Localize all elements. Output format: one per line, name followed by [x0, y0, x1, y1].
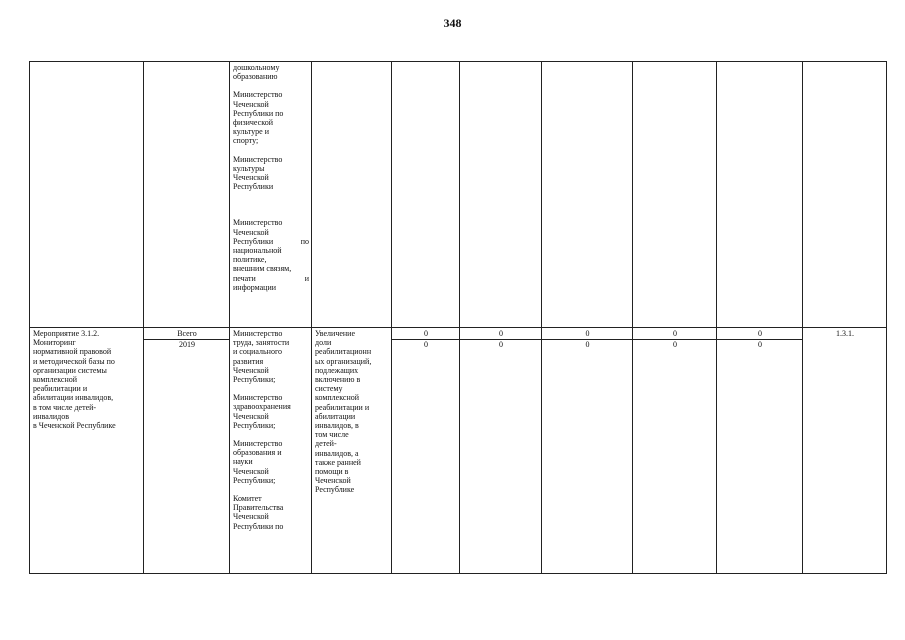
executor-justified-line [233, 237, 309, 246]
value-cell [460, 62, 542, 328]
result-text: Увеличение доли реабилитационн ых организаций, подлежащих включению в систему комплексной реабилитации и абилитации инвалидов, в том числе детей- инвалидов, а также ранней помощи в Чеченской Республике [315, 329, 372, 495]
value-cell [542, 328, 633, 574]
period-cell [144, 328, 230, 574]
indicator-cell [803, 328, 887, 574]
executor-text: национальной политике, внешним связям, [233, 246, 292, 274]
executors-cell [230, 62, 312, 328]
executor-text: Министерство образования и науки Чеченской Республики; [233, 439, 283, 485]
event-title: Мероприятие 3.1.2. Мониторинг нормативной правовой и методической базы по организации системы комплексной реабилитации и абилитации инвалидов, в том числе детей- инвалидов в Чеченской Республике [33, 329, 116, 431]
executor-text: Министерство культуры Чеченской Республики [233, 154, 283, 192]
event-cell [30, 328, 144, 574]
value-cell [717, 328, 803, 574]
indicator-code: 1.3.1. [836, 329, 854, 338]
executors-cell [230, 328, 312, 574]
value-year: 0 [424, 340, 428, 349]
value-year: 0 [585, 340, 590, 349]
executor-word: по [300, 236, 309, 246]
executor-text: дошкольному образованию [233, 63, 280, 82]
executor-text: Министерство Чеченской [233, 218, 283, 237]
executor-word: Республики [233, 236, 274, 246]
value-cell [717, 62, 803, 328]
value-year: 0 [499, 340, 503, 349]
executor-text: Комитет Правительства Чеченской Республики по [233, 494, 284, 531]
value-cell [633, 62, 717, 328]
value-total: 0 [460, 329, 541, 340]
table-row-event [30, 328, 887, 574]
value-total: 0 [633, 329, 716, 340]
executor-justified-line [233, 274, 309, 283]
period-cell [144, 62, 230, 328]
table-row-continued [30, 62, 887, 328]
value-total: 0 [392, 329, 459, 340]
indicator-cell [803, 62, 887, 328]
executor-word: и [304, 273, 309, 283]
result-cell [312, 62, 392, 328]
result-cell [312, 328, 392, 574]
value-cell [633, 328, 717, 574]
program-table [29, 61, 887, 574]
value-cell [542, 62, 633, 328]
page-number: 348 [443, 16, 462, 30]
value-year: 0 [673, 340, 677, 349]
executor-text: Министерство труда, занятости и социального развития Чеченской Республики; [233, 329, 290, 385]
value-total: 0 [542, 329, 632, 340]
executor-word: печати [233, 273, 256, 283]
value-total: 0 [717, 329, 802, 340]
period-total: Всего [144, 329, 229, 340]
value-cell [460, 328, 542, 574]
value-cell [392, 62, 460, 328]
executor-text: информации [233, 282, 277, 292]
period-year: 2019 [179, 340, 195, 349]
event-cell [30, 62, 144, 328]
executor-text: Министерство Чеченской Республики по физической культуре и спорту; [233, 90, 284, 146]
value-year: 0 [758, 340, 762, 349]
executor-text: Министерство здравоохранения Чеченской Республики; [233, 393, 291, 430]
value-cell [392, 328, 460, 574]
